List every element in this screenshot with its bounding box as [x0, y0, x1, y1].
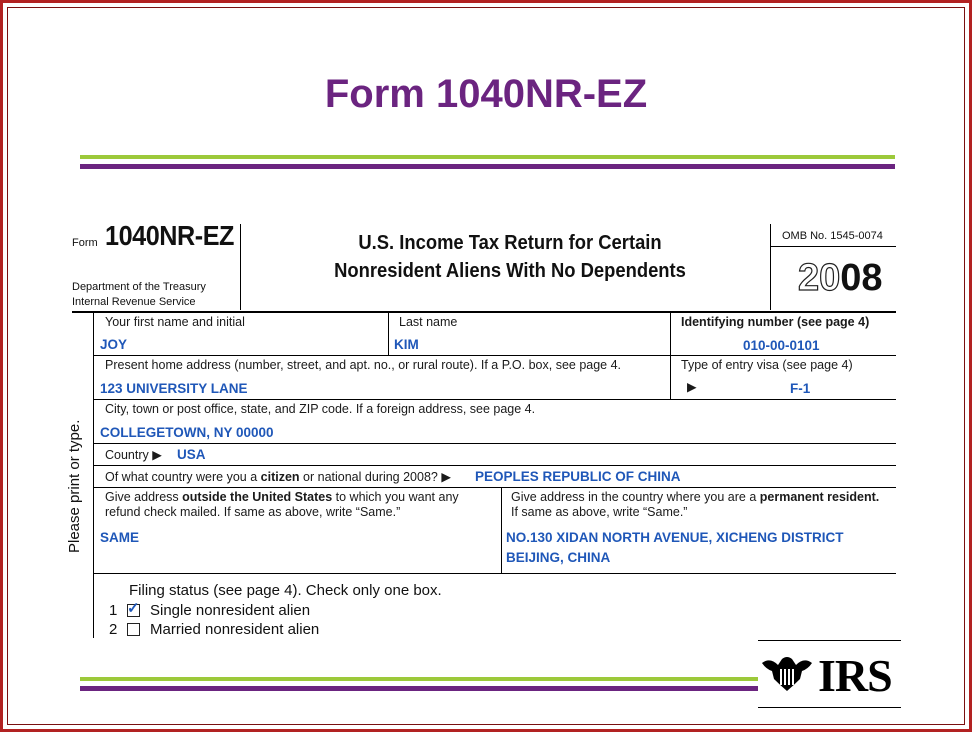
refund-address-field[interactable]: SAME: [100, 530, 140, 545]
checkmark-icon: ✓: [127, 600, 140, 617]
perm-label-pre: Give address in the country where you are a: [511, 490, 757, 504]
name-divider: [388, 311, 389, 355]
filing-option-2-label: Married nonresident alien: [150, 621, 320, 638]
country-field[interactable]: USA: [177, 447, 206, 462]
tax-year-suffix: 08: [840, 257, 883, 299]
country-label: [105, 447, 162, 462]
tax-year-prefix: 20: [798, 257, 841, 299]
visa-arrow-icon: ▶: [687, 380, 697, 394]
print-type-label: Please print or type.: [66, 419, 83, 553]
header-divider-left: [240, 224, 241, 310]
permanent-address-line1[interactable]: NO.130 XIDAN NORTH AVENUE, XICHENG DISTRICT: [506, 530, 844, 545]
form-top-border: [72, 311, 896, 313]
irs-logo-top-rule: [758, 640, 901, 641]
first-name-field[interactable]: JOY: [100, 337, 128, 352]
irs-logo-bottom-rule: [758, 707, 901, 708]
permanent-address-label: [511, 490, 879, 504]
eagle-icon: [760, 655, 814, 693]
perm-label-bold: permanent resident.: [759, 490, 880, 504]
department-line2: Internal Revenue Service: [72, 296, 196, 308]
last-name-field[interactable]: KIM: [394, 337, 419, 352]
city-label: City, town or post office, state, and ZIP code. If a foreign address, see page 4.: [105, 402, 536, 416]
top-green-rule: [80, 155, 895, 159]
row-line-5: [93, 487, 896, 488]
citizen-label: [105, 469, 451, 484]
citizen-field[interactable]: PEOPLES REPUBLIC OF CHINA: [475, 469, 681, 484]
filing-option-2-number: 2: [109, 621, 118, 638]
row-line-6: [93, 573, 896, 574]
form-label: Form: [72, 237, 98, 249]
filing-option-1-number: 1: [109, 602, 118, 619]
row-line-1: [93, 355, 896, 356]
row-line-4: [93, 465, 896, 466]
id-visa-divider: [670, 311, 671, 399]
city-field[interactable]: COLLEGETOWN, NY 00000: [100, 425, 274, 440]
permanent-address-line2[interactable]: BEIJING, CHINA: [506, 550, 611, 565]
visa-label: Type of entry visa (see page 4): [681, 358, 853, 372]
omb-number: OMB No. 1545-0074: [782, 230, 883, 242]
refund-label-bold: outside the United States: [182, 490, 333, 504]
last-name-label: Last name: [399, 315, 458, 329]
address-field[interactable]: 123 UNIVERSITY LANE: [100, 381, 248, 396]
row-line-3: [93, 443, 896, 444]
first-name-label: Your first name and initial: [105, 315, 245, 329]
id-number-label: Identifying number (see page 4): [681, 315, 870, 329]
department-text: [72, 280, 206, 310]
id-number-field[interactable]: 010-00-0101: [743, 338, 820, 353]
country-label-text: Country: [105, 448, 149, 462]
form-title-line1: U.S. Income Tax Return for Certain: [358, 232, 662, 254]
refund-label-line2: refund check mailed. If same as above, write “Same.”: [105, 505, 401, 519]
form-number: 1040NR-EZ: [105, 220, 235, 251]
bottom-purple-rule: [80, 686, 760, 691]
refund-label-post: to which you want any: [335, 490, 459, 504]
omb-underline: [770, 246, 896, 247]
left-margin-line: [93, 311, 94, 638]
address-label: Present home address (number, street, and apt. no., or rural route). If a P.O. box, see page 4.: [105, 358, 622, 372]
filing-status-rest: (see page 4). Check only one box.: [213, 582, 442, 599]
filing-option-2-checkbox[interactable]: [127, 623, 140, 636]
filing-option-1-label: Single nonresident alien: [150, 602, 311, 619]
citizen-label-pre: Of what country were you a: [105, 470, 258, 484]
citizen-label-post: or national during 2008?: [303, 470, 438, 484]
header-divider-right: [770, 224, 771, 310]
form-title-line2: Nonresident Aliens With No Dependents: [334, 260, 686, 282]
top-purple-rule: [80, 164, 895, 169]
refund-address-label: [105, 490, 459, 504]
filing-status-bold: Filing status: [129, 582, 210, 599]
bottom-green-rule: [80, 677, 760, 681]
slide-title: Form 1040NR-EZ: [324, 72, 648, 116]
citizen-arrow-icon: ▶: [441, 470, 451, 484]
filing-option-1-checkbox[interactable]: [127, 600, 140, 617]
address-divider: [501, 487, 502, 573]
country-arrow-icon: ▶: [152, 448, 162, 462]
visa-field[interactable]: F-1: [790, 381, 811, 396]
filing-status-heading: [129, 582, 442, 599]
refund-label-pre: Give address: [105, 490, 179, 504]
form-title: [308, 229, 713, 285]
row-line-2: [93, 399, 896, 400]
citizen-label-bold: citizen: [260, 470, 300, 484]
department-line1: Department of the Treasury: [72, 281, 206, 293]
tax-year: [798, 257, 883, 300]
perm-label-line2: If same as above, write “Same.”: [511, 505, 688, 519]
irs-logo-text: IRS: [818, 650, 892, 701]
